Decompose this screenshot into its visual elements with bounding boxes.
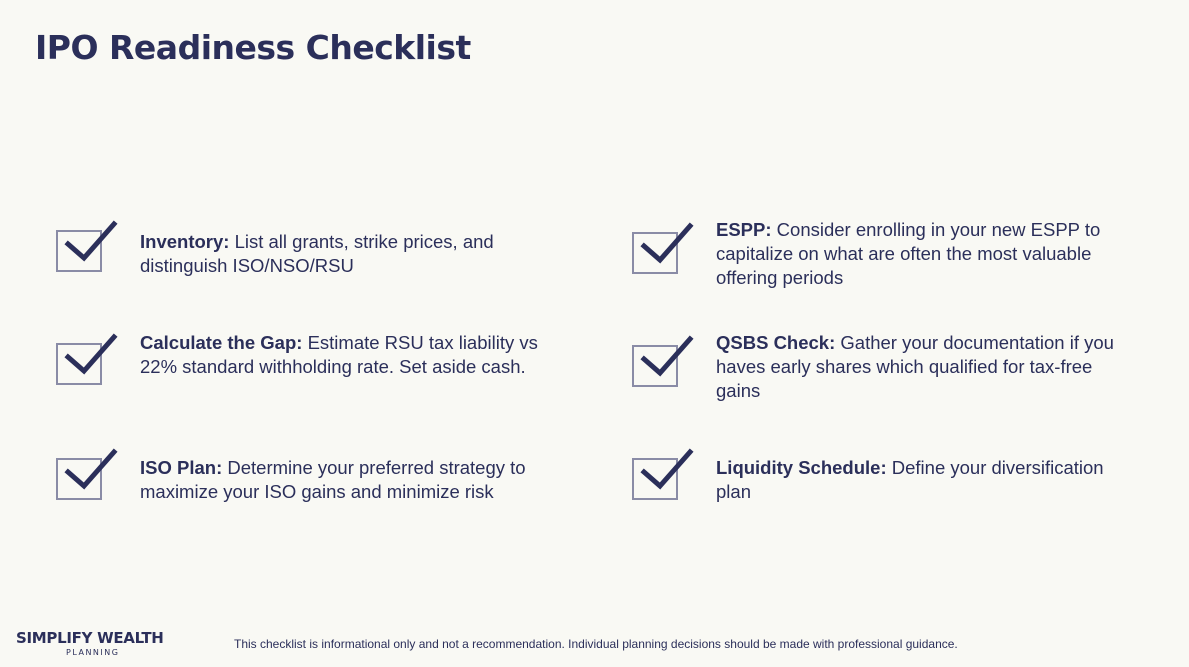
item-heading: Calculate the Gap:: [140, 332, 303, 353]
checkbox-checked-icon: [56, 458, 102, 500]
item-heading: QSBS Check:: [716, 332, 836, 353]
item-body: Consider enrolling in your new ESPP to capitalize on what are often the most valuable offering periods: [716, 219, 1101, 288]
item-heading: ESPP:: [716, 219, 772, 240]
checkbox-checked-icon: [56, 230, 102, 272]
item-heading: Inventory:: [140, 231, 230, 252]
page-title: IPO Readiness Checklist: [35, 28, 471, 67]
item-heading: ISO Plan:: [140, 457, 223, 478]
logo-main-text: SIMPLIFY WEALTH: [16, 629, 164, 647]
checklist-item-text: [716, 218, 1136, 290]
checkbox-checked-icon: [632, 458, 678, 500]
item-body: Estimate RSU tax liability vs 22% standard withholding rate. Set aside cash.: [140, 332, 538, 377]
checkbox-checked-icon: [632, 345, 678, 387]
checkbox-checked-icon: [56, 343, 102, 385]
item-heading: Liquidity Schedule:: [716, 457, 887, 478]
item-body: Gather your documentation if you haves early shares which qualified for tax-free gains: [716, 332, 1114, 401]
disclaimer: This checklist is informational only and not a recommendation. Individual planning decisions should be made with professional guidance.: [234, 637, 958, 651]
checklist-item-text: [140, 456, 560, 504]
brand-logo: [16, 629, 164, 657]
checklist-item-text: [140, 331, 560, 379]
checklist-item-text: [140, 230, 560, 278]
checklist-item-text: [716, 456, 1136, 504]
checklist-item-text: [716, 331, 1136, 403]
item-body: List all grants, strike prices, and distinguish ISO/NSO/RSU: [140, 231, 494, 276]
item-body: Define your diversification plan: [716, 457, 1104, 502]
logo-sub-text: PLANNING: [66, 648, 120, 657]
item-body: Determine your preferred strategy to maximize your ISO gains and minimize risk: [140, 457, 526, 502]
checkbox-checked-icon: [632, 232, 678, 274]
